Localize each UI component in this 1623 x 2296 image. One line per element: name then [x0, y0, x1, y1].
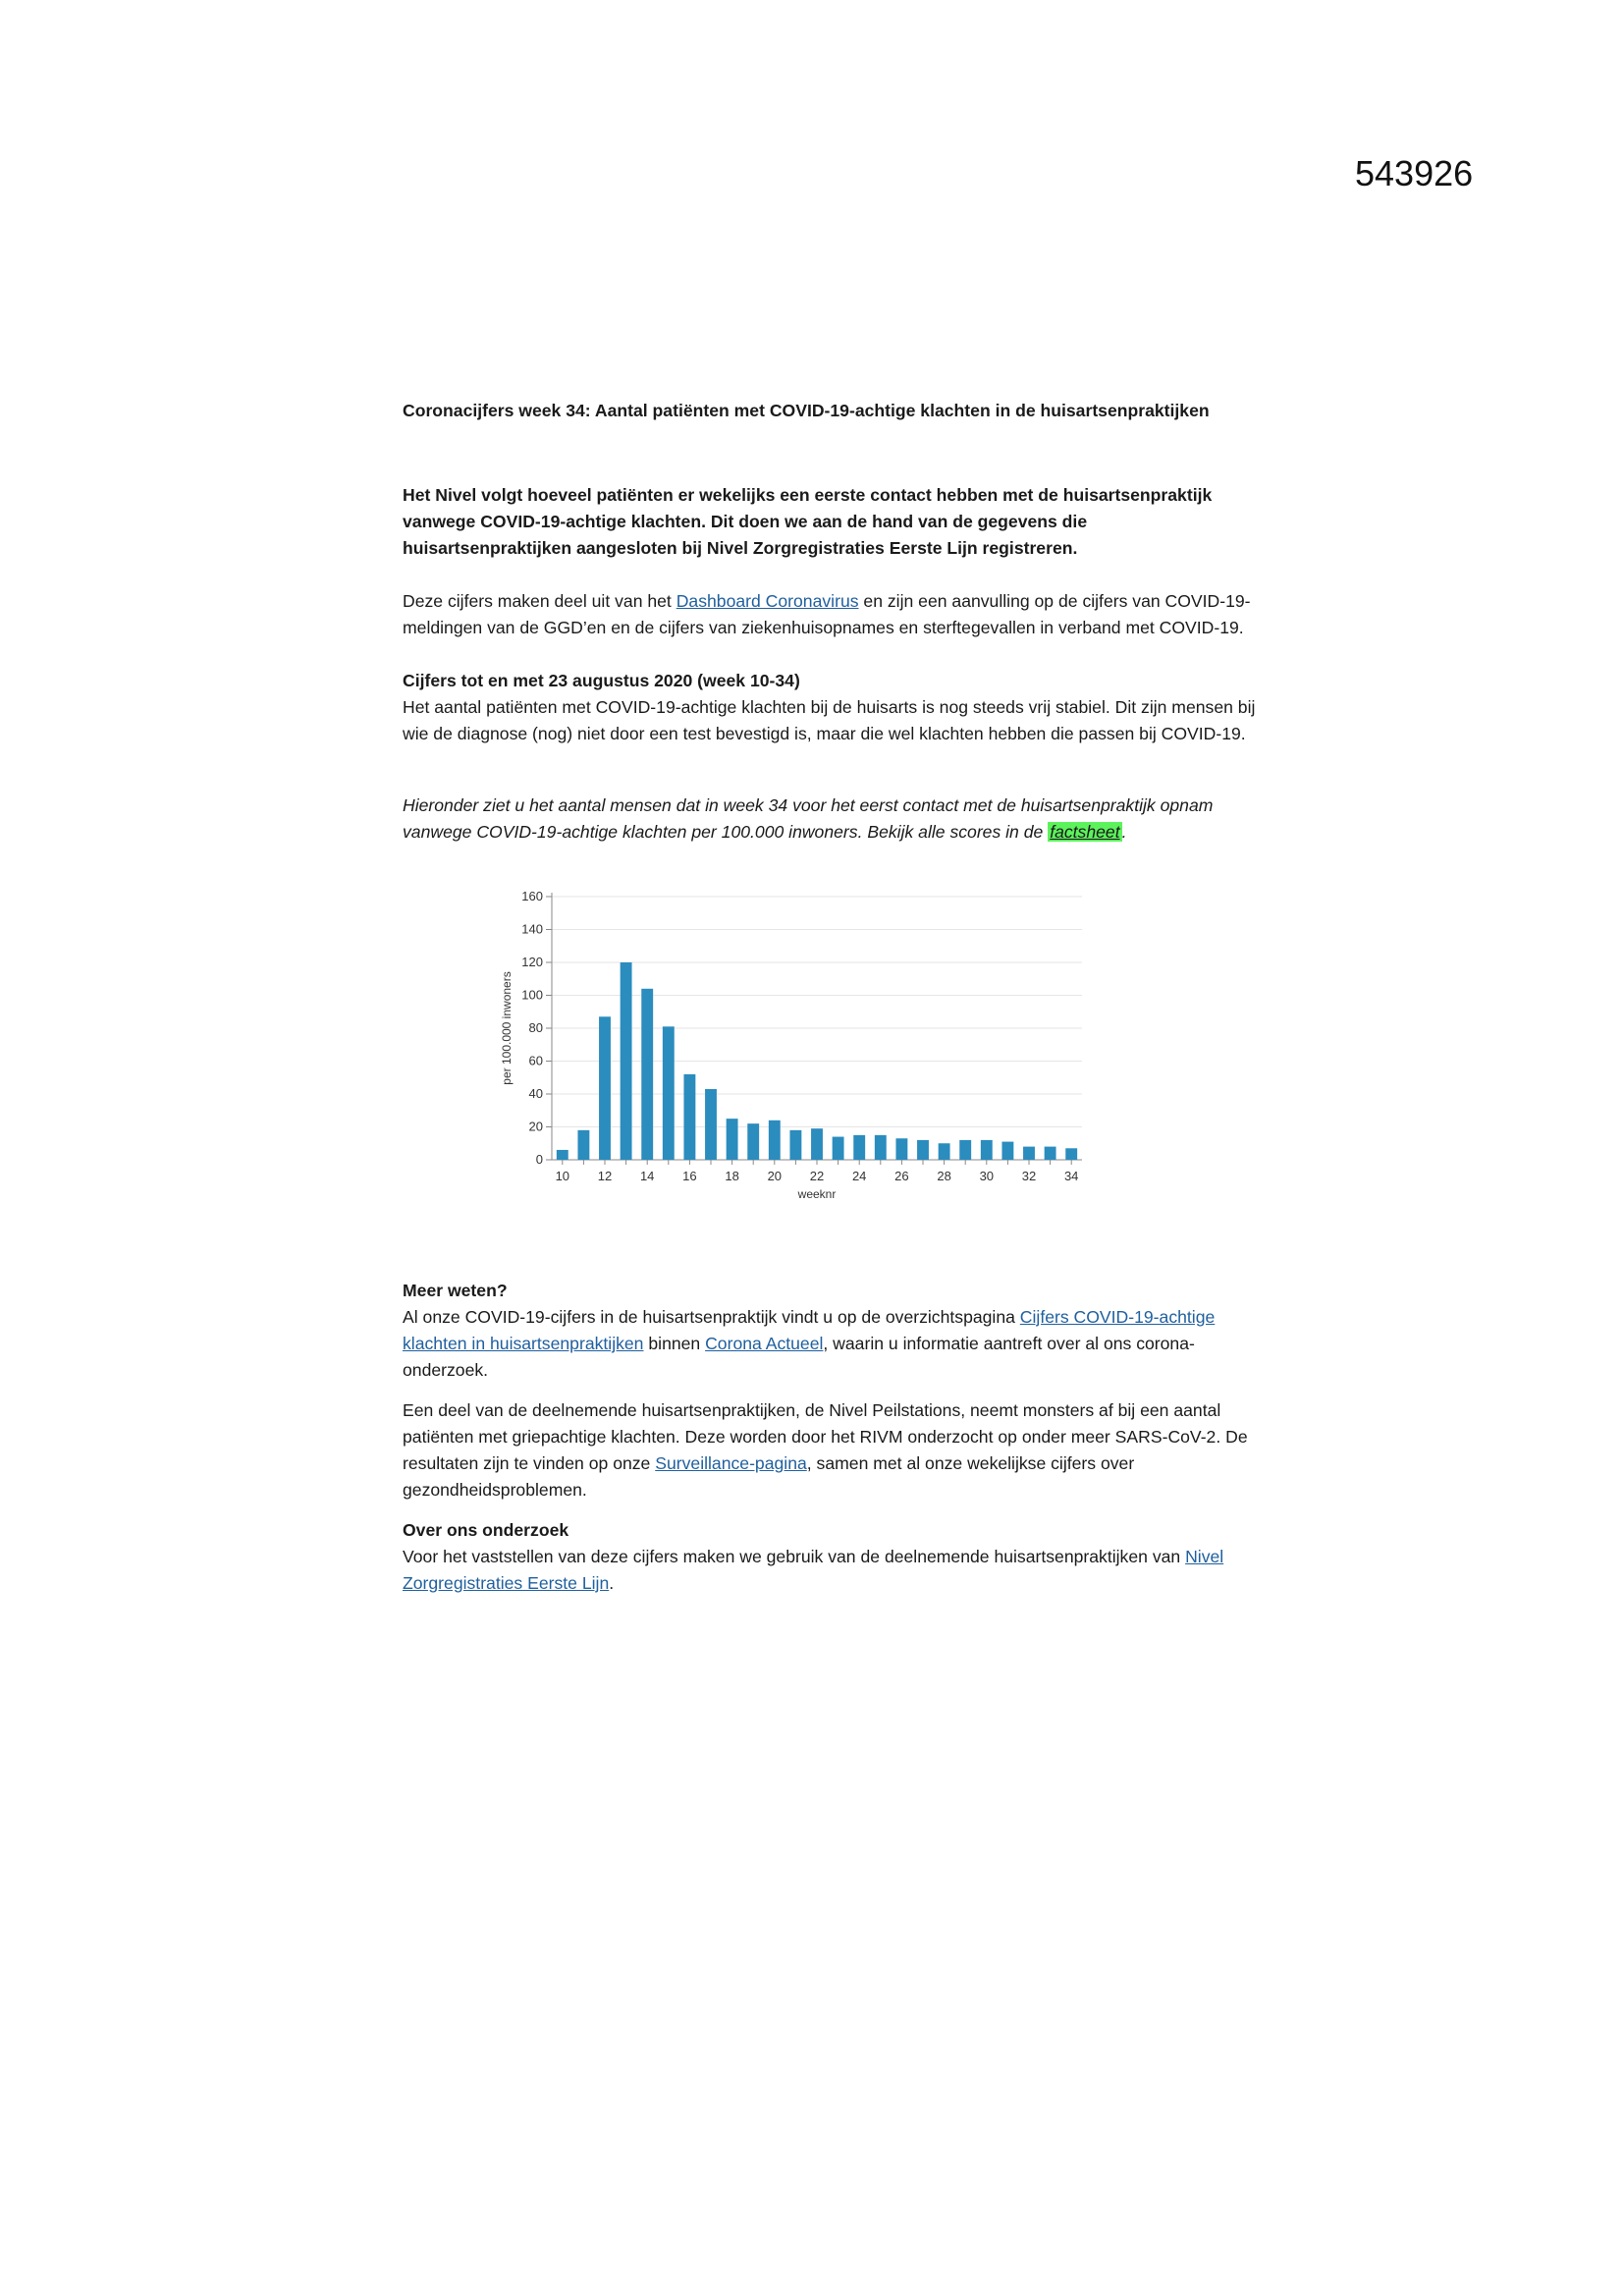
x-tick-label: 30 [979, 1169, 995, 1183]
weekly-bar-chart [483, 879, 1102, 1232]
more-p1-mid: binnen [643, 1334, 706, 1353]
bar-week-29 [959, 1140, 971, 1160]
y-tick-label: 120 [521, 955, 543, 969]
chart-svg [483, 879, 1102, 1232]
chart-caption [403, 793, 1257, 846]
bar-week-27 [917, 1140, 929, 1160]
bar-week-12 [599, 1016, 611, 1160]
bar-week-22 [811, 1128, 823, 1160]
y-tick-label: 100 [521, 987, 543, 1003]
corona-actueel-link[interactable]: Corona Actueel [705, 1334, 824, 1353]
bar-week-24 [853, 1135, 865, 1160]
y-tick-label: 140 [521, 921, 543, 937]
research-paragraph [403, 1544, 1257, 1597]
figures-paragraph: Het aantal patiënten met COVID-19-achtige klachten bij de huisarts is nog steeds vrij stabiel. Dit zijn mensen bij wie de diagnose (nog) niet door een test bevestigd is, maar die wel klachten hebben die passen bij COVID-19. [403, 697, 1256, 743]
chart-caption-post: . [1121, 822, 1127, 842]
bar-week-25 [875, 1135, 887, 1160]
more-p1-post: , waarin u informatie aantreft over al ons corona-onderzoek. [403, 1334, 1195, 1380]
y-axis-label: per 100.000 inwoners [500, 971, 514, 1085]
bar-week-19 [747, 1123, 759, 1160]
y-tick-label: 60 [528, 1053, 543, 1068]
x-tick-label: 34 [1063, 1169, 1079, 1183]
bar-week-11 [577, 1130, 589, 1160]
bar-week-28 [939, 1143, 950, 1160]
more-p2-pre: Een deel van de deelnemende huisartsenpraktijken, de Nivel Peilstations, neemt monsters af bij een aantal patiënten met griepachtige klachten. Deze worden door het RIVM onderzocht op onder meer SARS-CoV-2. De resultaten zijn te vinden op onze [403, 1400, 1248, 1473]
lead-paragraph: Het Nivel volgt hoeveel patiënten er wekelijks een eerste contact hebben met de huisartsenpraktijk vanwege COVID-19-achtige klachten. Dit doen we aan de hand van de gegevens die huisartsenpraktijken aangesloten bij Nivel Zorgregistraties Eerste Lijn registreren. [403, 485, 1213, 558]
x-tick-label: 32 [1021, 1169, 1037, 1183]
factsheet-link[interactable]: factsheet [1050, 822, 1120, 842]
x-tick-label: 12 [597, 1169, 613, 1183]
y-tick-label: 0 [535, 1152, 543, 1167]
intro-text-pre: Deze cijfers maken deel uit van het [403, 591, 676, 611]
y-tick-label: 40 [528, 1086, 543, 1101]
article-title: Coronacijfers week 34: Aantal patiënten met COVID-19-achtige klachten in de huisartsenpraktijken [403, 401, 1210, 420]
x-axis-label: weeknr [797, 1187, 837, 1201]
article [403, 398, 1257, 1597]
bar-week-21 [789, 1130, 801, 1160]
x-tick-label: 24 [851, 1169, 867, 1183]
bar-week-15 [663, 1026, 675, 1160]
more-heading: Meer weten? [403, 1281, 508, 1300]
bar-week-20 [769, 1121, 781, 1160]
bar-week-23 [833, 1137, 844, 1160]
y-tick-label: 80 [528, 1020, 543, 1035]
x-tick-label: 28 [937, 1169, 951, 1183]
intro-paragraph [403, 588, 1257, 641]
figures-heading: Cijfers tot en met 23 augustus 2020 (week 10-34) [403, 671, 800, 690]
x-tick-label: 20 [767, 1169, 783, 1183]
research-post: . [609, 1573, 615, 1593]
nivel-zorgregistraties-link[interactable]: Nivel Zorgregistraties Eerste Lijn [403, 1547, 1224, 1593]
bar-week-30 [981, 1140, 993, 1160]
x-tick-label: 22 [809, 1169, 825, 1183]
bar-week-10 [557, 1150, 568, 1160]
research-pre: Voor het vaststellen van deze cijfers maken we gebruik van de deelnemende huisartsenpraktijken van [403, 1547, 1186, 1566]
more-paragraph-2 [403, 1397, 1257, 1503]
y-tick-label: 160 [521, 889, 543, 903]
bar-week-17 [705, 1089, 717, 1160]
bar-week-32 [1023, 1147, 1035, 1160]
x-tick-label: 18 [725, 1169, 739, 1183]
bar-week-16 [683, 1074, 695, 1160]
y-tick-label: 20 [528, 1119, 543, 1134]
document-number: 543926 [1355, 153, 1474, 193]
bar-week-13 [621, 962, 632, 1160]
bar-week-18 [727, 1119, 738, 1160]
more-p1-pre: Al onze COVID-19-cijfers in de huisartsenpraktijk vindt u op de overzichtspagina [403, 1307, 1020, 1327]
more-paragraph-1 [403, 1304, 1257, 1384]
bar-week-14 [641, 989, 653, 1160]
bar-week-26 [895, 1138, 907, 1160]
chart-caption-pre: Hieronder ziet u het aantal mensen dat in week 34 voor het eerst contact met de huisartsenpraktijk opnam vanwege COVID-19-achtige klachten per 100.000 inwoners. Bekijk alle scores in de [403, 795, 1214, 842]
x-tick-label: 10 [555, 1169, 570, 1183]
cijfers-covid-link[interactable]: Cijfers COVID-19-achtige klachten in huisartsenpraktijken [403, 1307, 1216, 1353]
dashboard-coronavirus-link[interactable]: Dashboard Coronavirus [676, 591, 859, 611]
bar-week-31 [1001, 1142, 1013, 1160]
x-tick-label: 14 [639, 1169, 655, 1183]
x-tick-label: 26 [894, 1169, 909, 1183]
x-tick-label: 16 [682, 1169, 697, 1183]
surveillance-link[interactable]: Surveillance-pagina [655, 1453, 807, 1473]
intro-text-post: en zijn een aanvulling op de cijfers van COVID-19-meldingen van de GGD’en en de cijfers van ziekenhuisopnames en sterftegevallen in verband met COVID-19. [403, 591, 1251, 637]
bar-week-33 [1045, 1147, 1056, 1160]
research-heading: Over ons onderzoek [403, 1520, 569, 1540]
bar-week-34 [1065, 1148, 1077, 1160]
more-p2-post: , samen met al onze wekelijkse cijfers over gezondheidsproblemen. [403, 1453, 1135, 1500]
